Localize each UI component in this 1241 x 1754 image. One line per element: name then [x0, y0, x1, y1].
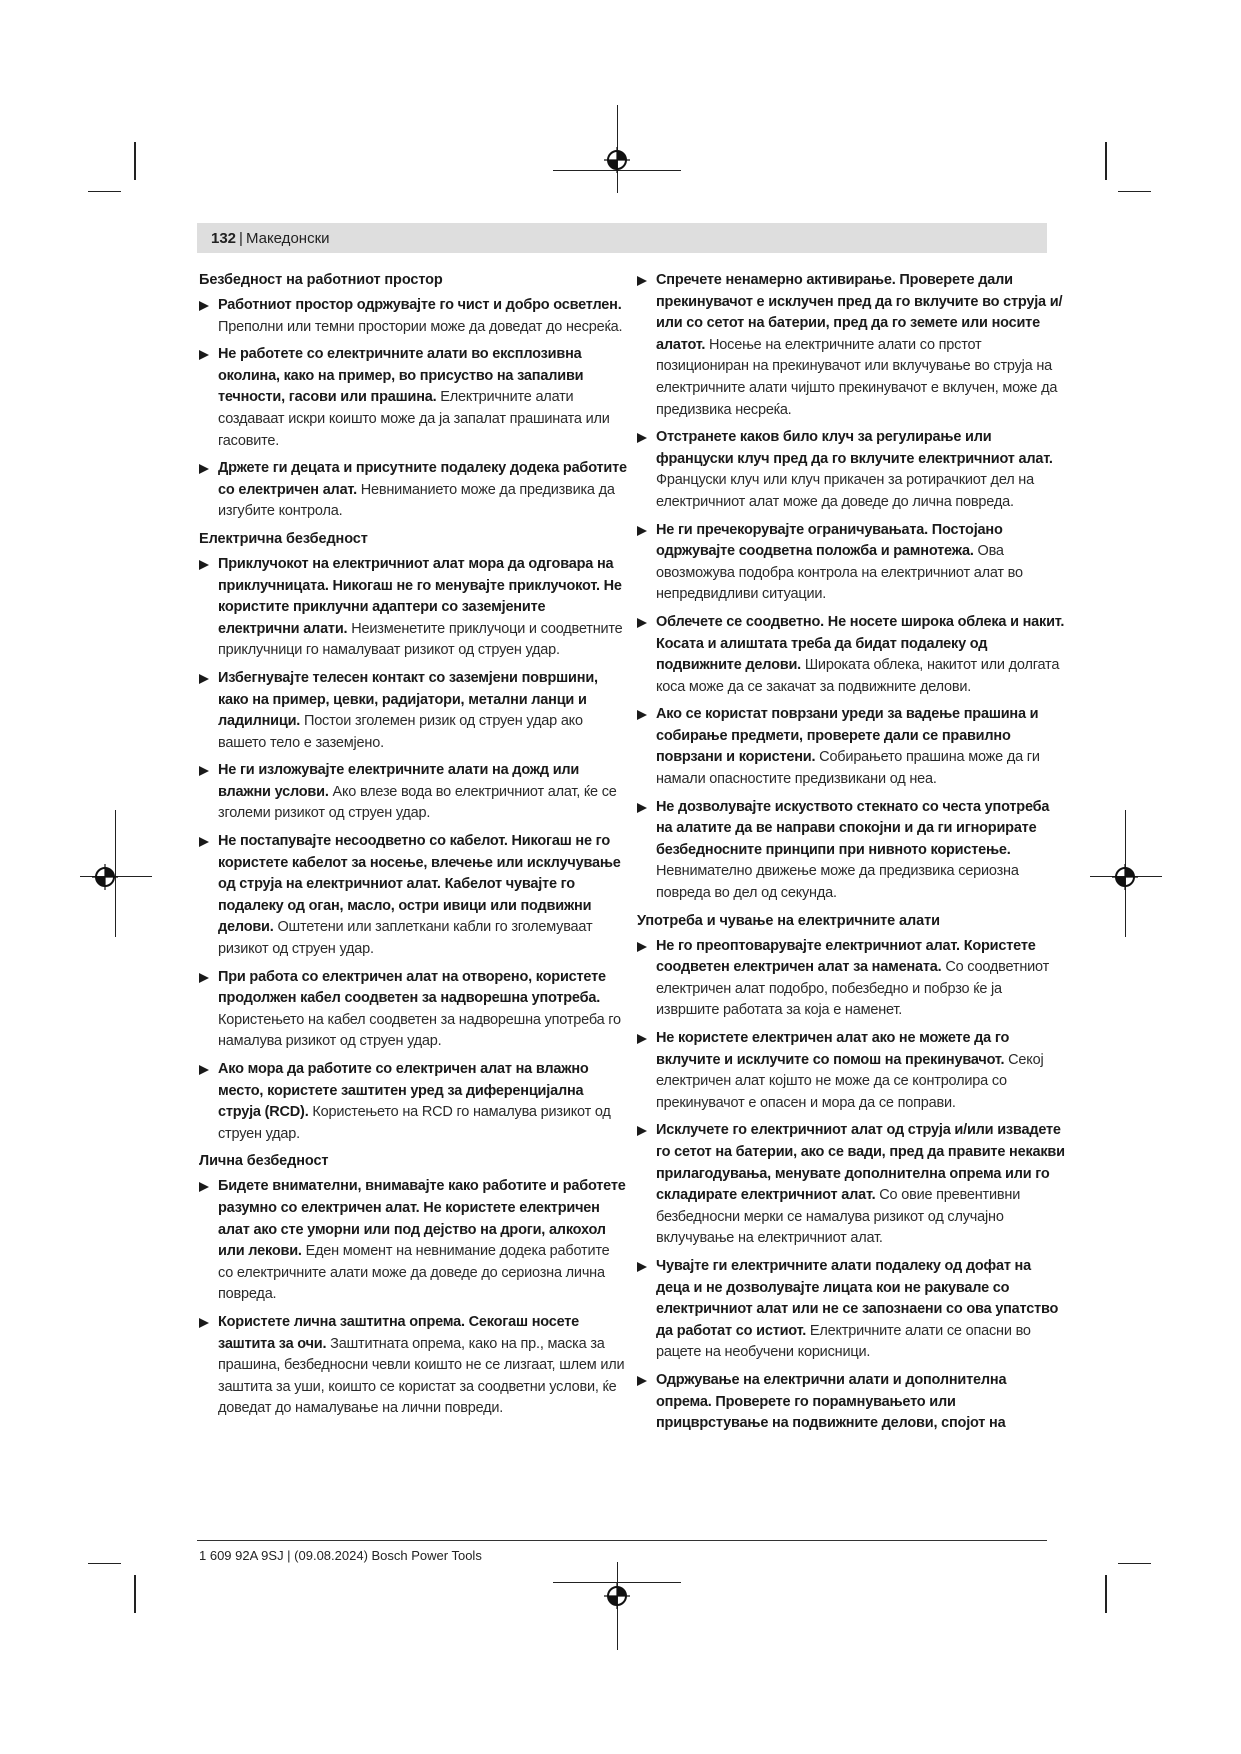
- list-item: Избегнувајте телесен контакт со заземјени површини, како на пример, цевки, радијатори, метални ланци и ладилници. Постои зголемен ризик од струен удар ако вашето тело е заземјено.: [199, 668, 627, 754]
- triangle-bullet-icon: [637, 1376, 647, 1386]
- list-item: Облечете се соодветно. Не носете широка облека и накит. Косата и алиштата треба да бидат подалеку од подвижните делови. Широката облека, накитот или долгата коса може да се закачат за подвижните делови.: [637, 612, 1065, 698]
- header-language: Македонски: [245, 229, 330, 247]
- list-item: Чувајте ги електричните алати подалеку од дофат на деца и не дозволувајте лицата кои не ракувале со електричниот алат или не се запознаени со ова упатство да работат со истиот. Електричните алати се опасни во рацете на необучени корисници.: [637, 1256, 1065, 1364]
- triangle-bullet-icon: [637, 1126, 647, 1136]
- triangle-bullet-icon: [637, 1262, 647, 1272]
- list-item: Исклучете го електричниот алат од струја и/или извадете го сетот на батерии, ако се вади, пред да правите некакви прилагодувања, менувате дополнителна опрема или го складирате електричниот алат. Со овие превентивни безбедносни мерки се намалува ризикот од случајно вклучување на електричниот алат.: [637, 1120, 1065, 1250]
- triangle-bullet-icon: [199, 1182, 209, 1192]
- section-title-electrical-safety: Електрична безбедност: [199, 530, 368, 547]
- triangle-bullet-icon: [199, 1065, 209, 1075]
- triangle-bullet-icon: [637, 942, 647, 952]
- triangle-bullet-icon: [637, 526, 647, 536]
- list-item: Не работете со електричните алати во експлозивна околина, како на пример, во присуство на запаливи течности, гасови или прашина. Електричните алати создаваат искри коишто може да ја запалат прашината или гасовите.: [199, 344, 627, 452]
- registration-crosshair-icon: [92, 864, 118, 890]
- footer-doc-info: 1 609 92A 9SJ | (09.08.2024) Bosch Power Tools: [199, 1548, 482, 1563]
- triangle-bullet-icon: [637, 1034, 647, 1044]
- registration-crosshair-icon: [604, 147, 630, 173]
- crop-mark: [88, 191, 121, 192]
- crop-mark: [1105, 142, 1107, 180]
- triangle-bullet-icon: [637, 803, 647, 813]
- list-item: Не дозволувајте искуството стекнато со честа употреба на алатите да ве направи спокојни и да ги игнорирате безбедносните принципи при нивното користење. Невнимателно движење може да предизвика сериозна повреда во дел од секунда.: [637, 797, 1065, 905]
- list-item: Користете лична заштитна опрема. Секогаш носете заштита за очи. Заштитната опрема, како на пр., маска за прашина, безбедносни чевли коишто не се лизгаат, шлем или заштита за уши, коишто се користат за соодветни услови, ќе доведат до намалување на лични повреди.: [199, 1312, 627, 1420]
- crop-mark: [134, 142, 136, 180]
- list-item: Приклучокот на електричниот алат мора да одговара на приклучницата. Никогаш не го менувајте приклучокот. Не користите приклучни адаптери со заземјените електрични алати. Неизменетите приклучоци и соодветните приклучници го намалуваат ризикот од струен удар.: [199, 554, 627, 662]
- triangle-bullet-icon: [199, 674, 209, 684]
- list-item: Спречете ненамерно активирање. Проверете дали прекинувачот е исклучен пред да го вклучите во струја и/или со сетот на батерии, пред да го земете или носите алатот. Носење на електричните алати со прстот позициониран на прекинувачот или вклучување во струја на електричните алати чијшто прекинувачот е вклучен, може да предизвика несреќа.: [637, 270, 1065, 421]
- list-item: Држете ги децата и присутните подалеку додека работите со електричен алат. Невниманието може да предизвика да изгубите контрола.: [199, 458, 627, 523]
- page-number: 132: [211, 229, 237, 247]
- triangle-bullet-icon: [637, 710, 647, 720]
- list-item: Не ги изложувајте електричните алати на дожд или влажни услови. Ако влезе вода во електричниот алат, ќе се зголеми ризикот од струен удар.: [199, 760, 627, 825]
- list-item: Ако мора да работите со електричен алат на влажно место, користете заштитен уред за диференцијална струја (RCD). Користењето на RCD го намалува ризикот од струен удар.: [199, 1059, 627, 1145]
- section-title-work-area: Безбедност на работниот простор: [199, 272, 443, 288]
- section-title-personal-safety: Лична безбедност: [199, 1153, 329, 1170]
- triangle-bullet-icon: [199, 837, 209, 847]
- page-header: [197, 223, 1047, 253]
- crop-mark: [88, 1563, 121, 1564]
- crop-mark: [1118, 1563, 1151, 1564]
- list-item: Не постапувајте несоодветно со кабелот. Никогаш не го користете кабелот за носење, влечење или исклучување од струја на електричниот алат. Кабелот чувајте го подалеку од оган, масло, остри ивици или подвижни делови. Оштетени или заплеткани кабли го зголемуваат ризикот од струен удар.: [199, 831, 627, 961]
- triangle-bullet-icon: [199, 560, 209, 570]
- triangle-bullet-icon: [199, 301, 209, 311]
- section-title-tool-use: Употреба и чување на електричните алати: [637, 912, 940, 929]
- list-item: Одржување на електрични алати и дополнителна опрема. Проверете го порамнувањето или прицврстување на подвижните делови, спојот на: [637, 1370, 1065, 1435]
- crop-mark: [1105, 1575, 1107, 1613]
- registration-crosshair-icon: [604, 1583, 630, 1609]
- triangle-bullet-icon: [637, 276, 647, 286]
- right-column: [637, 270, 1065, 1441]
- list-item: Не го преоптоварувајте електричниот алат. Користете соодветен електричен алат за намената. Со соодветниот електричен алат подобро, побезбедно и побрзо ќе ја извршите работата за која е наменет.: [637, 936, 1065, 1022]
- crop-mark: [1118, 191, 1151, 192]
- list-item: Не ги пречекорувајте ограничувањата. Постојано одржувајте соодветна положба и рамнотежа. Ова овозможува подобра контрола на електричниот алат во непредвидливи ситуации.: [637, 520, 1065, 606]
- list-item: Отстранете каков било клуч за регулирање или француски клуч пред да го вклучите електричниот алат. Француски клуч или клуч прикачен за ротирачкиот дел на електричниот алат може да доведе до лична повреда.: [637, 427, 1065, 513]
- triangle-bullet-icon: [199, 973, 209, 983]
- list-item: Бидете внимателни, внимавајте како работите и работете разумно со електричен алат. Не користете електричен алат ако сте уморни или под дејство на дроги, алкохол или лекови. Еден момент на невнимание додека работите со електричните алати може да доведе до сериозна лична повреда.: [199, 1176, 627, 1306]
- header-separator: |: [239, 229, 243, 247]
- footer-divider: [197, 1540, 1047, 1541]
- triangle-bullet-icon: [199, 350, 209, 360]
- list-item: Работниот простор одржувајте го чист и добро осветлен. Преполни или темни простории може да доведат до несреќа.: [199, 295, 627, 338]
- triangle-bullet-icon: [637, 433, 647, 443]
- triangle-bullet-icon: [199, 1318, 209, 1328]
- triangle-bullet-icon: [637, 618, 647, 628]
- list-item: При работа со електричен алат на отворено, користете продолжен кабел соодветен за надворешна употреба. Користењето на кабел соодветен за надворешна употреба го намалува ризикот од струен удар.: [199, 967, 627, 1053]
- list-item: Не користете електричен алат ако не можете да го вклучите и исклучите со помош на прекинувачот. Секој електричен алат којшто не може да се контролира со прекинувачот е опасен и мора да се поправи.: [637, 1028, 1065, 1114]
- crop-mark: [134, 1575, 136, 1613]
- left-column: [199, 270, 627, 1426]
- triangle-bullet-icon: [199, 766, 209, 776]
- list-item: Ако се користат поврзани уреди за вадење прашина и собирање предмети, проверете дали се правилно поврзани и користени. Собирањето прашина може да ги намали опасностите предизвикани од неа.: [637, 704, 1065, 790]
- triangle-bullet-icon: [199, 464, 209, 474]
- registration-crosshair-icon: [1112, 864, 1138, 890]
